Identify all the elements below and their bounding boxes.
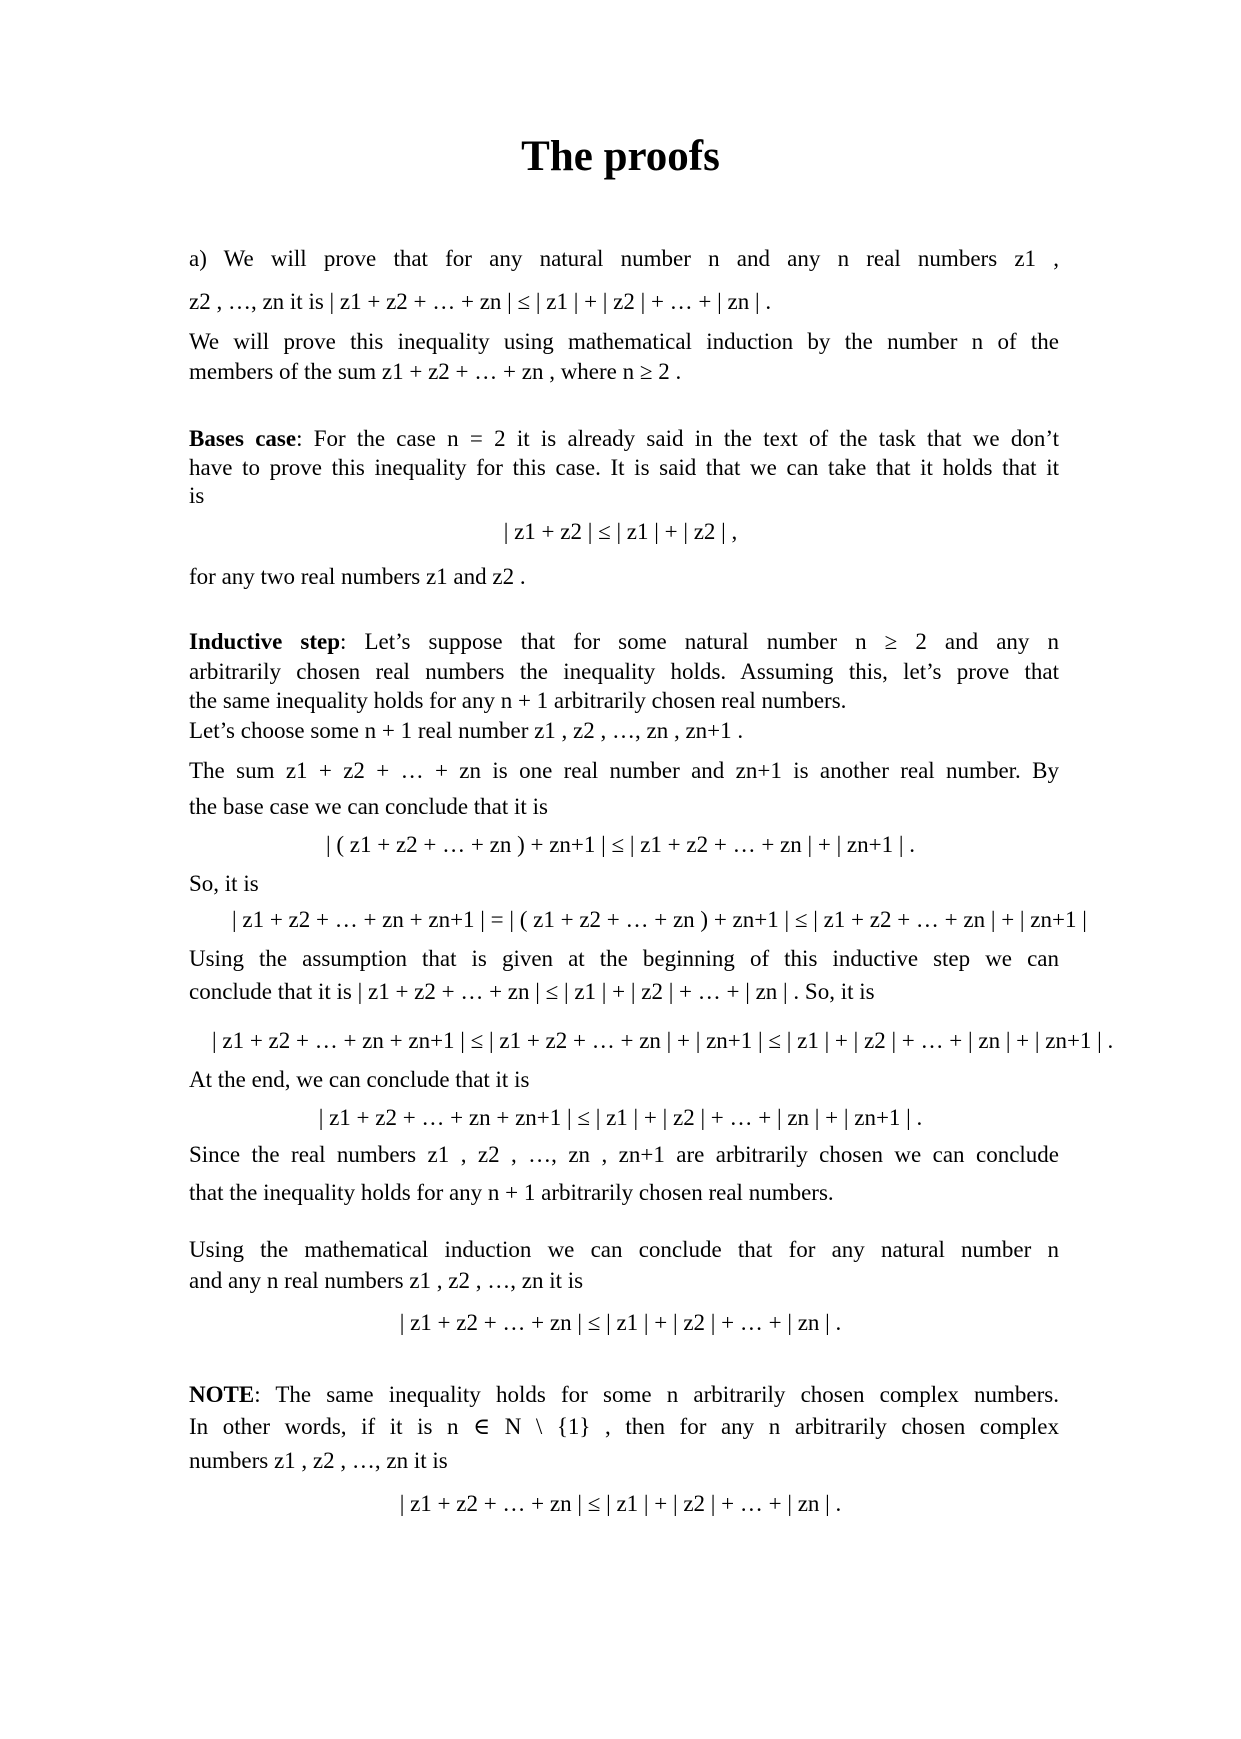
text-line: numbers z1 , z2 , …, zn it is — [189, 1448, 448, 1473]
equation: | z1 + z2 + … + zn + zn+1 | ≤ | z1 | + | z2 | + … + | zn | + | zn+1 | . — [318, 1105, 923, 1130]
text-line: conclude that it is | z1 + z2 + … + zn | ≤ | z1 | + | z2 | + … + | zn | . So, it is — [189, 979, 875, 1004]
text-line: a) We will prove that for any natural number n and any n real numbers z1 , — [189, 246, 1059, 271]
text-line — [189, 628, 1059, 656]
text-line: Using the mathematical induction we can conclude that for any natural number n — [189, 1237, 1059, 1262]
text-line: for any two real numbers z1 and z2 . — [189, 564, 526, 589]
equation: | z1 + z2 + … + zn + zn+1 | = | ( z1 + z2 + … + zn ) + zn+1 | ≤ | z1 + z2 + … + zn | + | zn+1 | — [232, 907, 1087, 932]
equation: | z1 + z2 + … + zn + zn+1 | ≤ | z1 + z2 + … + zn | + | zn+1 | ≤ | z1 | + | z2 | + … + | zn | + | zn+1 | . — [212, 1028, 1114, 1053]
text-line: the base case we can conclude that it is — [189, 794, 548, 819]
section-heading: Bases case — [189, 426, 297, 451]
text-line: So, it is — [189, 871, 259, 896]
text-line — [189, 1381, 1059, 1409]
text-line: At the end, we can conclude that it is — [189, 1067, 530, 1092]
text-line: The sum z1 + z2 + … + zn is one real number and zn+1 is another real number. By — [189, 758, 1059, 783]
section-heading: NOTE — [189, 1382, 255, 1407]
text-span: : For the case n = 2 it is already said in the text of the task that we don’t — [296, 426, 1059, 451]
page-title: The proofs — [521, 133, 720, 180]
text-span: : Let’s suppose that for some natural number n ≥ 2 and any n — [339, 629, 1059, 654]
text-span: : The same inequality holds for some n arbitrarily chosen complex numbers. — [254, 1382, 1059, 1407]
equation: | z1 + z2 + … + zn | ≤ | z1 | + | z2 | + … + | zn | . — [399, 1491, 842, 1516]
text-line: Using the assumption that is given at the beginning of this inductive step we can — [189, 946, 1059, 971]
text-line: z2 , …, zn it is | z1 + z2 + … + zn | ≤ | z1 | + | z2 | + … + | zn | . — [189, 289, 772, 314]
text-line: Let’s choose some n + 1 real number z1 , z2 , …, zn , zn+1 . — [189, 718, 744, 743]
text-line: that the inequality holds for any n + 1 arbitrarily chosen real numbers. — [189, 1180, 834, 1205]
equation: | z1 + z2 | ≤ | z1 | + | z2 | , — [503, 519, 738, 544]
text-line: and any n real numbers z1 , z2 , …, zn it is — [189, 1268, 584, 1293]
text-line: arbitrarily chosen real numbers the inequality holds. Assuming this, let’s prove that — [189, 659, 1059, 684]
text-line: have to prove this inequality for this case. It is said that we can take that it holds that it — [189, 455, 1059, 480]
text-line — [189, 425, 1059, 453]
text-line: the same inequality holds for any n + 1 arbitrarily chosen real numbers. — [189, 688, 847, 713]
text-line: is — [189, 483, 205, 508]
text-line: In other words, if it is n ∈ N \ {1} , then for any n arbitrarily chosen complex — [189, 1414, 1059, 1439]
equation: | z1 + z2 + … + zn | ≤ | z1 | + | z2 | + … + | zn | . — [399, 1310, 842, 1335]
text-line: members of the sum z1 + z2 + … + zn , where n ≥ 2 . — [189, 359, 682, 384]
equation: | ( z1 + z2 + … + zn ) + zn+1 | ≤ | z1 + z2 + … + zn | + | zn+1 | . — [326, 832, 915, 857]
text-line: Since the real numbers z1 , z2 , …, zn , zn+1 are arbitrarily chosen we can conclude — [189, 1142, 1059, 1167]
section-heading: Inductive step — [189, 629, 340, 654]
text-line: We will prove this inequality using mathematical induction by the number n of the — [189, 329, 1059, 354]
